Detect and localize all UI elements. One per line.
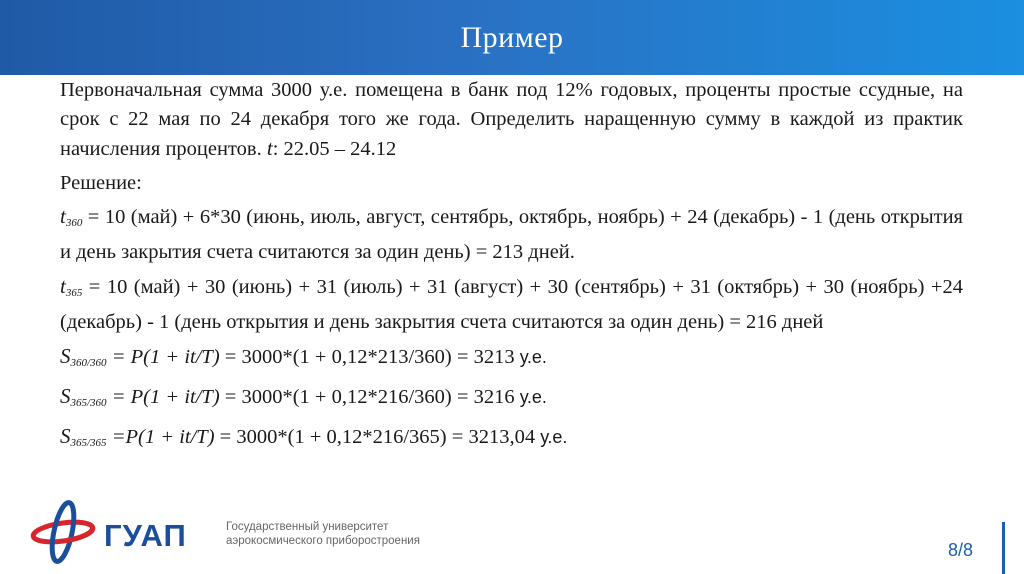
solution-label: Решение: (60, 172, 142, 194)
formula-calc: = 3000*(1 + 0,12*213/360) = 3213 (219, 346, 520, 368)
formula-expression: = P(1 + it/T) (106, 346, 220, 368)
t360-text: = 10 (май) + 6*30 (июнь, июль, август, сентябрь, октябрь, ноябрь) + 24 (декабрь) - 1 (день открытия и день закрытия счета считаются за один день) = 213 дней. (60, 206, 963, 263)
t365-calculation (60, 272, 963, 337)
logo-subtitle-line2: аэрокосмического приборостроения (226, 535, 420, 547)
guap-logo-icon (30, 497, 100, 567)
t365-text: = 10 (май) + 30 (июнь) + 31 (июль) + 31 (август) + 30 (сентябрь) + 31 (октябрь) + 30 (ноябрь) +24 (декабрь) - 1 (день открытия и день закрытия счета считаются за один день) = 216 дней (60, 276, 963, 333)
formula-unit: у.е. (519, 347, 547, 367)
slide-header (0, 0, 1024, 75)
formula-calc: = 3000*(1 + 0,12*216/365) = 3213,04 (214, 426, 541, 448)
logo-subtitle-line1: Государственный университет (226, 521, 389, 533)
problem-text: Первоначальная сумма 3000 у.е. помещена в банк под 12% годовых, проценты простые ссудные, на срок с 22 мая по 24 декабря того же года. Определить наращенную сумму в каждой из практик начисления процентов. (60, 79, 963, 160)
formula-var: S (60, 344, 71, 368)
formula-sub: 365/365 (70, 437, 107, 449)
formula-var: S (60, 424, 71, 448)
problem-statement (60, 76, 963, 164)
logo-name: ГУАП (104, 518, 187, 553)
t360-calculation (60, 202, 963, 267)
t360-var: t (60, 204, 66, 228)
formula-expression: =P(1 + it/T) (106, 426, 215, 448)
formula-row (60, 382, 963, 418)
formula-row (60, 422, 963, 458)
formula-sub: 360/360 (70, 357, 107, 369)
formula-calc: = 3000*(1 + 0,12*216/360) = 3216 (219, 386, 520, 408)
slide-number-bar (1002, 522, 1005, 574)
t360-sub: 360 (65, 217, 83, 229)
t365-var: t (60, 274, 66, 298)
logo-subtitle (226, 520, 426, 548)
formula-sub: 365/360 (70, 397, 107, 409)
formula-expression: = P(1 + it/T) (106, 386, 220, 408)
slide-title: Пример (460, 20, 564, 54)
slide-content (60, 76, 963, 462)
formula-var: S (60, 384, 71, 408)
t-variable: t (266, 136, 273, 160)
slide-number: 8/8 (948, 540, 974, 560)
t-range: : 22.05 – 24.12 (272, 138, 397, 160)
t365-sub: 365 (65, 287, 83, 299)
formula-unit: у.е. (519, 387, 547, 407)
formula-row (60, 342, 963, 378)
formula-unit: у.е. (540, 427, 568, 447)
university-logo (30, 497, 430, 567)
